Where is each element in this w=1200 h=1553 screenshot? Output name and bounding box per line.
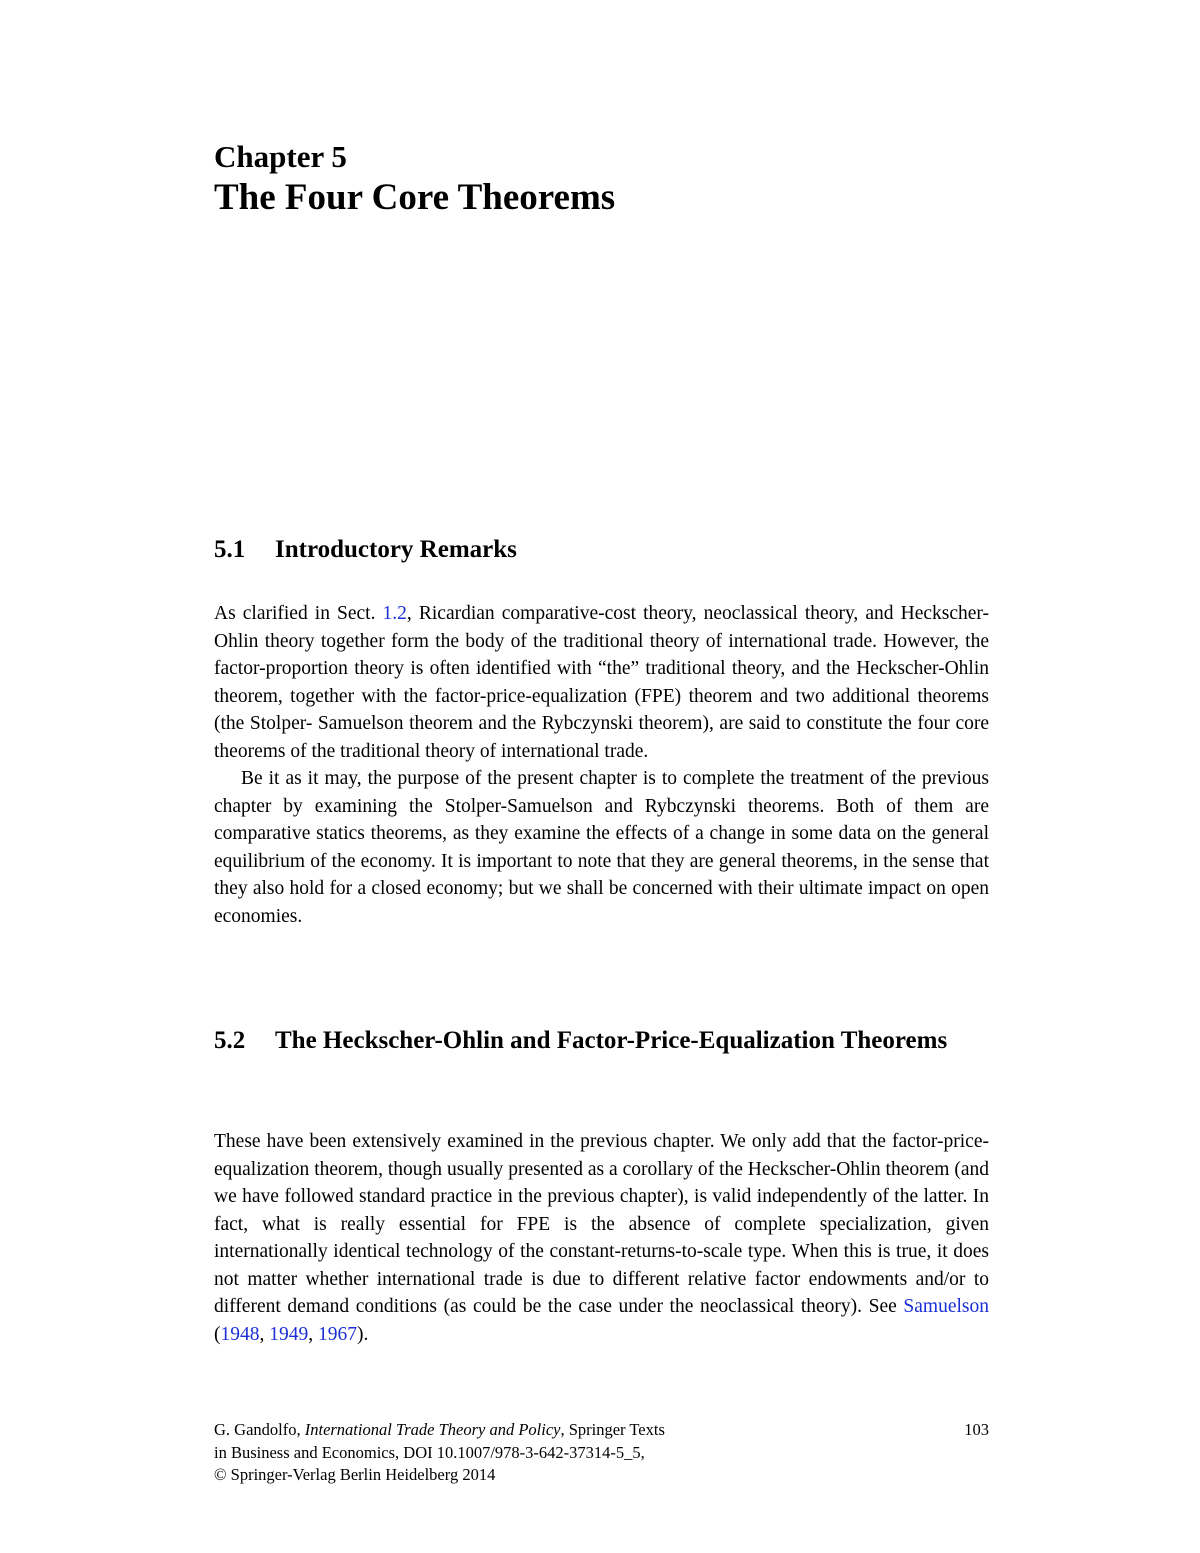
- paragraph: [214, 600, 989, 765]
- footer-author: G. Gandolfo,: [214, 1420, 305, 1439]
- section-number: 5.2: [214, 1027, 246, 1054]
- paragraph-text: As clarified in Sect.: [214, 603, 383, 624]
- section-body: [214, 600, 989, 930]
- citation-author-link[interactable]: Samuelson: [903, 1296, 990, 1317]
- citation-separator: ,: [308, 1323, 318, 1345]
- section-body: [214, 1128, 989, 1348]
- citation-paren: (: [214, 1323, 221, 1345]
- section-number: 5.1: [214, 536, 246, 563]
- section-heading: [214, 534, 975, 566]
- citation-year-link[interactable]: 1948: [220, 1323, 260, 1345]
- paragraph: [214, 765, 989, 930]
- citation-separator: ,: [259, 1323, 270, 1345]
- footer-citation-line: [214, 1419, 989, 1442]
- footer-doi-line: in Business and Economics, DOI 10.1007/978-3-642-37314-5_5,: [214, 1442, 645, 1462]
- citation-year-link[interactable]: 1967: [318, 1323, 357, 1345]
- page-number: 103: [964, 1420, 989, 1439]
- section-title: Introductory Remarks: [275, 536, 517, 563]
- paragraph-text: These have been extensively examined in the previous chapter. We only add that the factor-price-equalization theorem, though usually presented as a corollary of the Heckscher-Ohlin theorem (and we have followed standard practice in the previous chapter), is valid independently of the latter. In fact, what is really essential for FPE is the absence of complete specialization, given internationally identical technology of the constant-returns-to-scale type. When this is true, it does not matter whether international trade is due to different relative factor endowments and/or to different demand conditions (as could be the case under the neoclassical theory).: [214, 1131, 989, 1317]
- section-heading: [214, 1025, 975, 1057]
- paragraph: [214, 1128, 989, 1348]
- citation-year-link[interactable]: 1949: [269, 1323, 309, 1345]
- chapter-title: The Four Core Theorems: [214, 177, 616, 218]
- chapter-label: Chapter 5: [214, 139, 347, 174]
- paragraph-text: , Ricardian comparative-cost theory, neoclassical theory, and Heckscher-Ohlin theory together form the body of the traditional theory of international trade. However, the factor-proportion theory is often identified with “the” traditional theory, and the Heckscher-Ohlin theorem, together with the factor-price-equalization (FPE) theorem and two additional theorems (the Stolper- Samuelson theorem and the Rybczynski theorem), are said to constitute the four core theorems of the traditional theory of international trade.: [214, 603, 989, 762]
- citation-close: ).: [357, 1323, 369, 1345]
- footer-copyright-line: © Springer-Verlag Berlin Heidelberg 2014: [214, 1465, 496, 1484]
- paragraph-text: Be it as it may, the purpose of the present chapter is to complete the treatment of the previous chapter by examining the Stolper-Samuelson and Rybczynski theorems. Both of them are comparative statics theorems, as they examine the effects of a change in some data on the general equilibrium of the economy. It is important to note that they are general theorems, in the sense that they also hold for a closed economy; but we shall be concerned with their ultimate impact on open economies.: [214, 768, 989, 927]
- section-title: The Heckscher-Ohlin and Factor-Price-Equalization Theorems: [275, 1027, 948, 1054]
- section-reference-link[interactable]: 1.2: [382, 603, 407, 624]
- footer-book-title: International Trade Theory and Policy: [304, 1420, 561, 1439]
- page-footer: [214, 1419, 989, 1487]
- see-text: See: [868, 1296, 904, 1317]
- footer-series: , Springer Texts: [560, 1420, 665, 1439]
